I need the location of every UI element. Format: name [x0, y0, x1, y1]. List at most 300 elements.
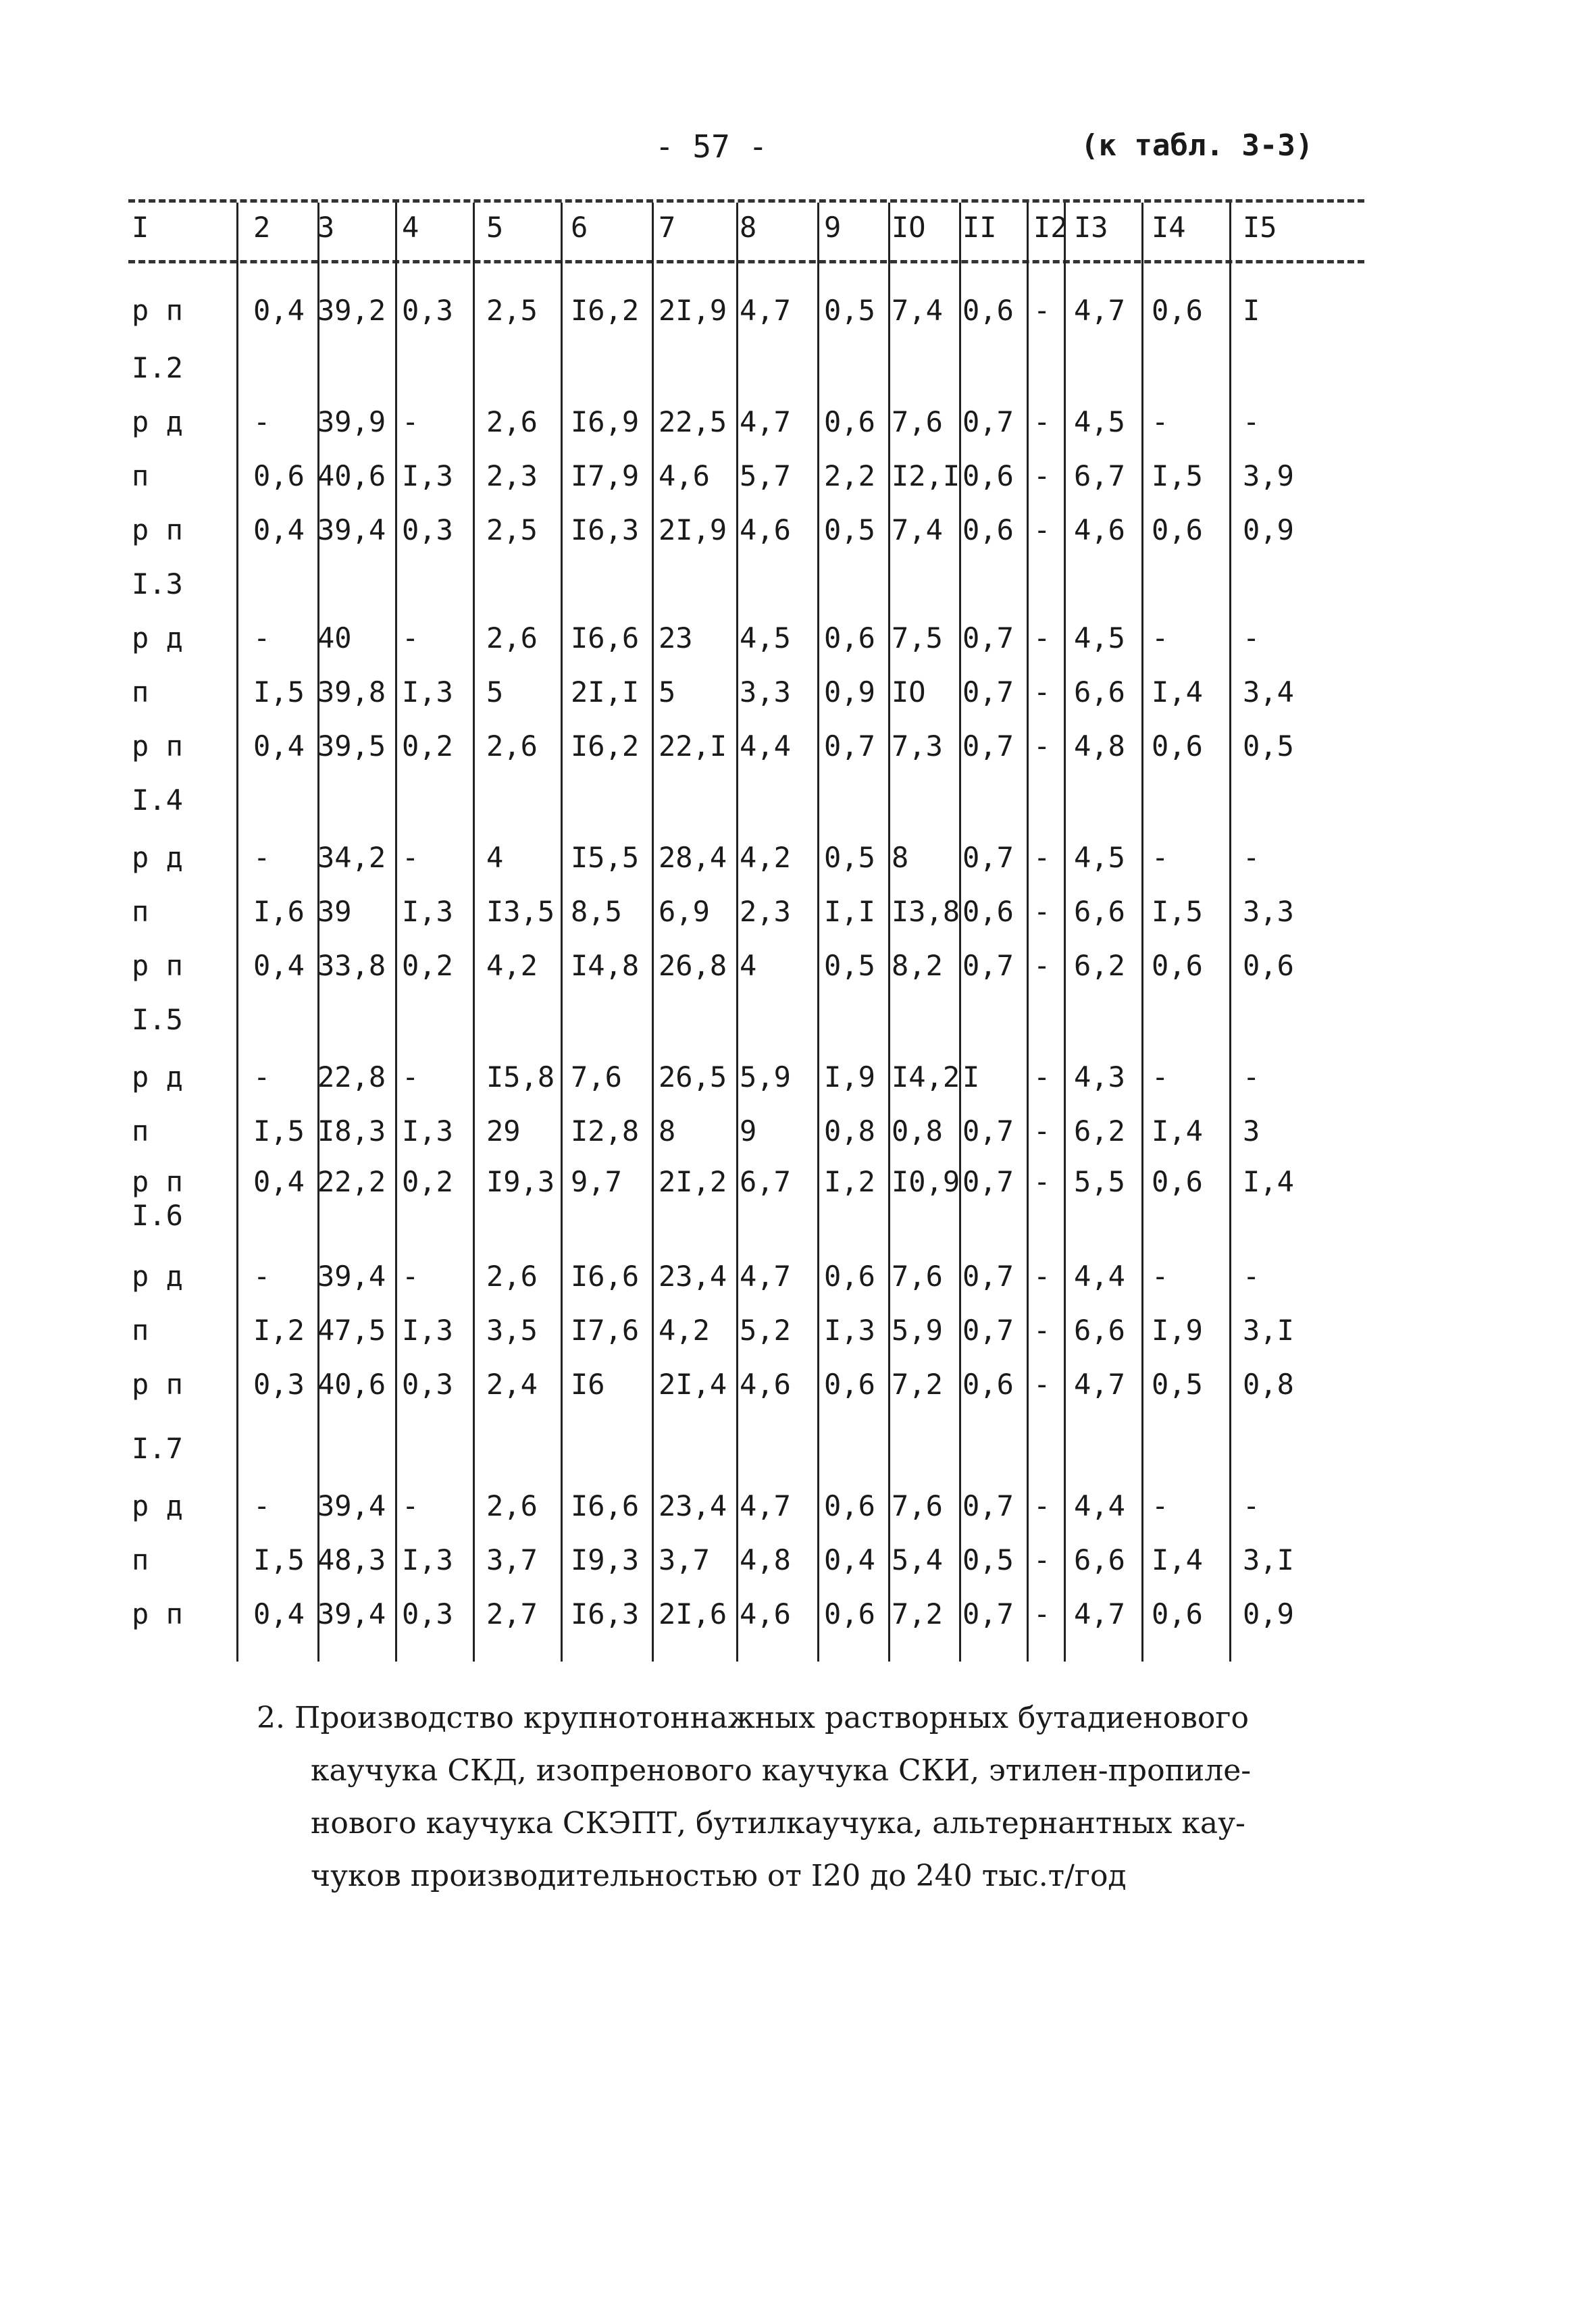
table-cell: 5,5 [1074, 1165, 1125, 1198]
table-cell: 3,3 [740, 675, 791, 709]
table-cell: 4,2 [486, 949, 538, 982]
table-cell: I,3 [402, 1114, 453, 1148]
column-header: 9 [824, 211, 842, 244]
table-cell: 5,7 [740, 459, 791, 492]
table-cell: 28,4 [659, 841, 727, 874]
table-cell: - [1243, 1260, 1260, 1293]
table-cell: 0,6 [962, 895, 1014, 928]
table-cell: 0,3 [402, 513, 453, 546]
table-cell: I2,8 [571, 1114, 640, 1148]
table-cell: 6,7 [740, 1165, 791, 1198]
table-cell: 2I,6 [659, 1597, 727, 1630]
table-cell: 0,7 [962, 1260, 1014, 1293]
row-label: п [132, 675, 149, 709]
table-cell: 2,6 [486, 729, 538, 763]
table-cell: 39,9 [317, 405, 386, 438]
table-cell: 0,7 [962, 729, 1014, 763]
row-label: р д [132, 1489, 183, 1522]
table-cell: 0,9 [824, 675, 875, 709]
row-label: I.5 [132, 1003, 183, 1036]
table-cell: 7,5 [892, 621, 943, 654]
table-cell: - [1033, 1114, 1051, 1148]
table-cell: I0,9 [892, 1165, 960, 1198]
table-cell: 2I,4 [659, 1368, 727, 1401]
row-label: п [132, 459, 149, 492]
page-number: - 57 - [655, 128, 768, 165]
table-cell: I,4 [1152, 1114, 1203, 1148]
table-cell: 6,7 [1074, 459, 1125, 492]
table-cell: 23 [659, 621, 693, 654]
table-cell: 0,9 [1243, 1597, 1294, 1630]
table-cell: 22,8 [317, 1060, 386, 1094]
table-cell: 3,4 [1243, 675, 1294, 709]
table-cell: 47,5 [317, 1314, 386, 1347]
table-cell: 0,5 [962, 1543, 1014, 1576]
table-cell: I6 [571, 1368, 605, 1401]
table-cell: I,9 [1152, 1314, 1203, 1347]
table-cell: - [1152, 621, 1169, 654]
table-cell: - [253, 841, 271, 874]
column-header: I5 [1243, 211, 1277, 244]
column-header: 8 [740, 211, 757, 244]
table-cell: - [1033, 1060, 1051, 1094]
table-cell: 22,5 [659, 405, 727, 438]
column-header: 6 [571, 211, 588, 244]
table-cell: 7,4 [892, 513, 943, 546]
table-cell: 2,6 [486, 621, 538, 654]
table-cell: 0,7 [962, 1597, 1014, 1630]
table-cell: 4,7 [740, 1260, 791, 1293]
table-cell: - [1152, 1260, 1169, 1293]
table-cell: 2,6 [486, 1489, 538, 1522]
table-cell: 7,2 [892, 1368, 943, 1401]
table-cell: 0,6 [824, 621, 875, 654]
column-header: I3 [1074, 211, 1108, 244]
table-cell: 22,I [659, 729, 727, 763]
paragraph-line: каучука СКД, изопренового каучука СКИ, этилен-пропиле- [311, 1753, 1252, 1788]
column-divider [1064, 203, 1066, 1662]
table-cell: 6,6 [1074, 1543, 1125, 1576]
table-cell: 7,4 [892, 294, 943, 327]
table-cell: 39,4 [317, 1260, 386, 1293]
table-cell: - [1033, 405, 1051, 438]
table-cell: 2I,9 [659, 294, 727, 327]
table-cell: 39,5 [317, 729, 386, 763]
row-label: п [132, 895, 149, 928]
table-cell: 2,3 [740, 895, 791, 928]
row-label: I.3 [132, 567, 183, 600]
table-cell: 4,5 [1074, 405, 1125, 438]
table-cell: 3 [1243, 1114, 1260, 1148]
table-cell: 4,8 [740, 1543, 791, 1576]
table-cell: 3,5 [486, 1314, 538, 1347]
table-cell: - [1243, 1060, 1260, 1094]
table-header-rule [128, 260, 1364, 263]
column-divider [888, 203, 890, 1662]
table-cell: 4,4 [1074, 1489, 1125, 1522]
table-cell: - [402, 621, 419, 654]
table-cell: 0,5 [1243, 729, 1294, 763]
table-cell: I6,3 [571, 1597, 640, 1630]
table-cell: 0,5 [824, 841, 875, 874]
column-header: I [132, 211, 149, 244]
table-cell: 6,2 [1074, 1114, 1125, 1148]
table-cell: - [1152, 841, 1169, 874]
table-top-rule [128, 199, 1364, 203]
table-cell: 39,4 [317, 1597, 386, 1630]
table-cell: 26,8 [659, 949, 727, 982]
table-cell: I6,2 [571, 729, 640, 763]
table-cell: 0,6 [824, 1489, 875, 1522]
table-cell: I5,8 [486, 1060, 555, 1094]
column-divider [1229, 203, 1231, 1662]
column-header: II [962, 211, 997, 244]
table-cell: 39,4 [317, 513, 386, 546]
table-cell: 0,6 [824, 405, 875, 438]
table-cell: 0,8 [892, 1114, 943, 1148]
table-cell: - [1033, 621, 1051, 654]
row-label: р п [132, 729, 183, 763]
table-cell: 7,3 [892, 729, 943, 763]
table-cell: - [253, 621, 271, 654]
table-cell: I7,6 [571, 1314, 640, 1347]
table-cell: 40 [317, 621, 352, 654]
table-cell: 22,2 [317, 1165, 386, 1198]
table-cell: 4,7 [1074, 1368, 1125, 1401]
column-header: I2 [1033, 211, 1068, 244]
table-cell: I7,9 [571, 459, 640, 492]
table-cell: - [1152, 405, 1169, 438]
table-cell: 0,7 [962, 675, 1014, 709]
table-cell: 3,9 [1243, 459, 1294, 492]
row-label: р п [132, 949, 183, 982]
column-divider [473, 203, 475, 1662]
table-cell: 0,6 [1152, 294, 1203, 327]
table-cell: 4,4 [1074, 1260, 1125, 1293]
table-cell: - [1033, 1314, 1051, 1347]
table-cell: 0,4 [253, 1597, 305, 1630]
table-cell: 0,7 [962, 1165, 1014, 1198]
table-cell: I4,2 [892, 1060, 960, 1094]
table-cell: - [1033, 459, 1051, 492]
row-label: I.7 [132, 1432, 183, 1465]
column-divider [652, 203, 654, 1662]
table-cell: I3,5 [486, 895, 555, 928]
table-cell: 0,7 [962, 949, 1014, 982]
paragraph-line: 2. Производство крупнотоннажных растворных бутадиенового [257, 1701, 1249, 1735]
table-cell: I,I [824, 895, 875, 928]
table-cell: 0,6 [1152, 1165, 1203, 1198]
table-cell: 4,7 [1074, 294, 1125, 327]
table-cell: 0,2 [402, 949, 453, 982]
table-cell: 3,I [1243, 1543, 1294, 1576]
table-cell: - [1243, 405, 1260, 438]
table-cell: - [253, 405, 271, 438]
table-cell: 5,9 [740, 1060, 791, 1094]
table-cell: 4,6 [659, 459, 710, 492]
table-cell: - [402, 405, 419, 438]
table-cell: 3,7 [659, 1543, 710, 1576]
column-header: 3 [317, 211, 335, 244]
table-cell: 0,5 [824, 949, 875, 982]
table-cell: - [1033, 1543, 1051, 1576]
table-cell: 4,7 [740, 1489, 791, 1522]
table-cell: - [253, 1489, 271, 1522]
table-cell: - [1243, 841, 1260, 874]
table-cell: - [1033, 1597, 1051, 1630]
table-cell: I,4 [1152, 675, 1203, 709]
table-cell: 4,3 [1074, 1060, 1125, 1094]
table-cell: 23,4 [659, 1260, 727, 1293]
table-cell: 0,2 [402, 1165, 453, 1198]
column-header: 4 [402, 211, 419, 244]
table-cell: 9 [740, 1114, 757, 1148]
table-cell: 3,3 [1243, 895, 1294, 928]
table-cell: I,3 [402, 459, 453, 492]
table-cell: 0,3 [402, 1597, 453, 1630]
table-cell: 6,9 [659, 895, 710, 928]
row-label: р д [132, 1060, 183, 1094]
table-cell: I6,6 [571, 621, 640, 654]
table-cell: 0,3 [253, 1368, 305, 1401]
table-cell: - [1033, 729, 1051, 763]
table-cell: 0,4 [253, 729, 305, 763]
table-cell: 0,6 [1152, 949, 1203, 982]
table-cell: 0,7 [962, 1114, 1014, 1148]
table-cell: 0,6 [824, 1260, 875, 1293]
table-cell: 40,6 [317, 1368, 386, 1401]
row-label: I.4 [132, 783, 183, 817]
column-divider [1027, 203, 1029, 1662]
table-cell: 0,8 [1243, 1368, 1294, 1401]
table-cell: 0,8 [824, 1114, 875, 1148]
table-cell: IO [892, 675, 926, 709]
table-cell: 0,7 [962, 1489, 1014, 1522]
table-cell: - [1243, 1489, 1260, 1522]
table-cell: 2,6 [486, 405, 538, 438]
row-label: р п [132, 294, 183, 327]
table-cell: 0,7 [824, 729, 875, 763]
table-cell: 2I,2 [659, 1165, 727, 1198]
table-cell: 7,6 [892, 405, 943, 438]
table-cell: - [1152, 1060, 1169, 1094]
table-cell: I6,2 [571, 294, 640, 327]
table-cell: 33,8 [317, 949, 386, 982]
table-cell: 3,7 [486, 1543, 538, 1576]
table-cell: 5 [659, 675, 676, 709]
table-cell: 48,3 [317, 1543, 386, 1576]
table-cell: I,3 [402, 1543, 453, 1576]
table-cell: 3,I [1243, 1314, 1294, 1347]
table-cell: 39,2 [317, 294, 386, 327]
table-cell: 0,6 [824, 1597, 875, 1630]
table-cell: 0,6 [253, 459, 305, 492]
table-cell: 5,9 [892, 1314, 943, 1347]
table-cell: 4,4 [740, 729, 791, 763]
column-divider [395, 203, 397, 1662]
table-cell: 2,4 [486, 1368, 538, 1401]
table-cell: 0,3 [402, 294, 453, 327]
table-cell: - [402, 841, 419, 874]
table-cell: 0,4 [253, 513, 305, 546]
table-cell: 4,2 [740, 841, 791, 874]
table-cell: 0,4 [253, 294, 305, 327]
table-cell: I,5 [253, 1114, 305, 1148]
table-cell: I [1243, 294, 1260, 327]
table-cell: 4,7 [740, 405, 791, 438]
table-cell: 4,6 [740, 1368, 791, 1401]
table-cell: 0,6 [962, 459, 1014, 492]
table-cell: 2I,9 [659, 513, 727, 546]
table-cell: - [1033, 1368, 1051, 1401]
table-cell: - [1033, 513, 1051, 546]
table-cell: 0,6 [962, 513, 1014, 546]
table-cell: 40,6 [317, 459, 386, 492]
table-cell: 39,4 [317, 1489, 386, 1522]
table-cell: 0,3 [402, 1368, 453, 1401]
table-cell: I,4 [1152, 1543, 1203, 1576]
row-label: р п [132, 1368, 183, 1401]
table-cell: 4,6 [740, 1597, 791, 1630]
table-cell: 4,2 [659, 1314, 710, 1347]
table-cell: 0,4 [253, 1165, 305, 1198]
table-cell: I4,8 [571, 949, 640, 982]
row-label: р п [132, 513, 183, 546]
table-cell: 4 [486, 841, 504, 874]
table-cell: I6,3 [571, 513, 640, 546]
table-cell: 4,7 [1074, 1597, 1125, 1630]
table-cell: - [1033, 1489, 1051, 1522]
table-cell: 8,2 [892, 949, 943, 982]
table-reference: (к табл. 3-3) [1081, 128, 1314, 163]
table-cell: I,4 [1243, 1165, 1294, 1198]
table-cell: - [1033, 294, 1051, 327]
column-divider [817, 203, 819, 1662]
table-cell: 4,6 [1074, 513, 1125, 546]
table-cell: 2I,I [571, 675, 640, 709]
row-label: I.6 [132, 1199, 183, 1232]
table-cell: 0,5 [824, 294, 875, 327]
table-cell: 39,8 [317, 675, 386, 709]
row-label: р д [132, 841, 183, 874]
table-cell: - [253, 1060, 271, 1094]
table-cell: - [1033, 1260, 1051, 1293]
table-cell: - [1243, 621, 1260, 654]
table-cell: 0,7 [962, 841, 1014, 874]
table-cell: I3,8 [892, 895, 960, 928]
table-cell: I9,3 [571, 1543, 640, 1576]
column-divider [1141, 203, 1143, 1662]
table-cell: I6,9 [571, 405, 640, 438]
table-cell: 23,4 [659, 1489, 727, 1522]
table-cell: 0,4 [824, 1543, 875, 1576]
table-cell: 6,2 [1074, 949, 1125, 982]
column-header: 2 [253, 211, 271, 244]
table-cell: I2,I [892, 459, 960, 492]
table-cell: 4,5 [740, 621, 791, 654]
table-cell: 0,2 [402, 729, 453, 763]
table-cell: 4,5 [1074, 621, 1125, 654]
table-cell: 0,9 [1243, 513, 1294, 546]
table-cell: 4 [740, 949, 757, 982]
table-cell: 7,6 [571, 1060, 622, 1094]
table-cell: 0,7 [962, 405, 1014, 438]
table-cell: 34,2 [317, 841, 386, 874]
table-cell: 8 [659, 1114, 676, 1148]
table-cell: 2,6 [486, 1260, 538, 1293]
table-cell: - [253, 1260, 271, 1293]
table-cell: I,9 [824, 1060, 875, 1094]
table-cell: 7,6 [892, 1489, 943, 1522]
row-label: I.2 [132, 351, 183, 384]
table-cell: - [402, 1060, 419, 1094]
column-header: 7 [659, 211, 676, 244]
table-cell: 8 [892, 841, 909, 874]
table-cell: 0,4 [253, 949, 305, 982]
row-label: р д [132, 405, 183, 438]
row-label: р д [132, 1260, 183, 1293]
table-cell: 0,6 [1152, 729, 1203, 763]
table-cell: I,6 [253, 895, 305, 928]
table-cell: - [402, 1260, 419, 1293]
column-header: I4 [1152, 211, 1186, 244]
table-cell: I,3 [824, 1314, 875, 1347]
table-cell: I,5 [1152, 459, 1203, 492]
table-cell: I,2 [253, 1314, 305, 1347]
table-cell: 7,6 [892, 1260, 943, 1293]
table-cell: 0,6 [1152, 1597, 1203, 1630]
table-cell: I,3 [402, 675, 453, 709]
table-cell: - [1033, 949, 1051, 982]
table-cell: 29 [486, 1114, 521, 1148]
table-cell: 4,5 [1074, 841, 1125, 874]
table-cell: I,3 [402, 895, 453, 928]
table-cell: 6,6 [1074, 1314, 1125, 1347]
table-cell: - [1033, 1165, 1051, 1198]
row-label: р п [132, 1597, 183, 1630]
table-cell: 0,5 [1152, 1368, 1203, 1401]
table-cell: I9,3 [486, 1165, 555, 1198]
table-cell: I,3 [402, 1314, 453, 1347]
table-cell: 0,6 [824, 1368, 875, 1401]
table-cell: I,2 [824, 1165, 875, 1198]
table-cell: 0,6 [1152, 513, 1203, 546]
table-cell: 6,6 [1074, 675, 1125, 709]
table-cell: 5,2 [740, 1314, 791, 1347]
row-label: п [132, 1543, 149, 1576]
column-divider [959, 203, 961, 1662]
table-cell: 0,6 [962, 1368, 1014, 1401]
table-cell: 2,5 [486, 294, 538, 327]
row-label: р п [132, 1165, 183, 1198]
column-divider [236, 203, 238, 1662]
table-cell: 0,7 [962, 621, 1014, 654]
column-divider [736, 203, 738, 1662]
table-cell: 39 [317, 895, 352, 928]
table-cell: I,5 [253, 1543, 305, 1576]
table-cell: 7,2 [892, 1597, 943, 1630]
paragraph-line: чуков производительностью от I20 до 240 тыс.т/год [311, 1859, 1127, 1893]
table-cell: 0,7 [962, 1314, 1014, 1347]
table-cell: 4,7 [740, 294, 791, 327]
table-cell: - [1152, 1489, 1169, 1522]
table-cell: 4,6 [740, 513, 791, 546]
column-divider [561, 203, 563, 1662]
table-cell: 0,6 [1243, 949, 1294, 982]
table-cell: 26,5 [659, 1060, 727, 1094]
table-cell: - [1033, 841, 1051, 874]
table-cell: I8,3 [317, 1114, 386, 1148]
